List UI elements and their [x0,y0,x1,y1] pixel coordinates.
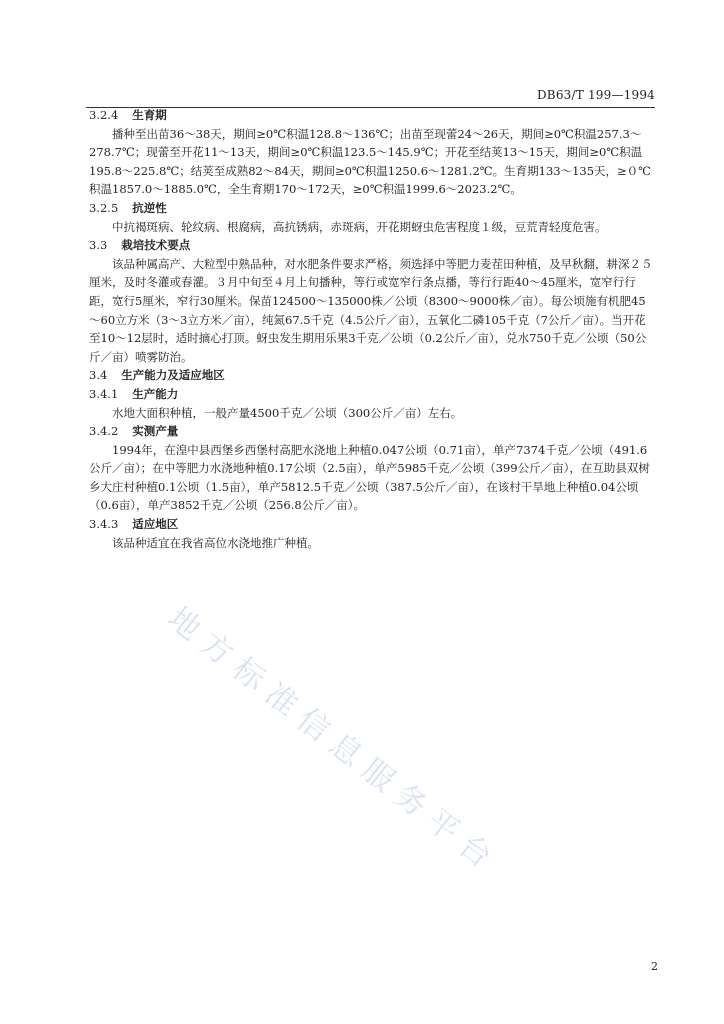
section-title: 生育期 [132,108,167,122]
section-number: 3.3 [89,238,108,253]
page-number: 2 [651,960,658,973]
section-number: 3.2.5 [89,200,119,215]
section-heading [89,106,657,125]
section-number: 3.4.1 [89,386,119,401]
section-number: 3.4.2 [89,424,119,439]
paragraph: 该品种适宜在我省高位水浇地推广种植。 [112,535,319,550]
document-code: DB63/T 199—1994 [536,88,655,102]
section-title: 抗逆性 [132,200,167,215]
section-number: 3.4 [89,368,108,383]
paragraph: 中抗褐斑病、轮纹病、根腐病，高抗锈病，赤斑病，开花期蚜虫危害程度１级，豆荒青轻度危害。 [112,219,607,234]
section-title: 实测产量 [132,424,179,439]
section-number: 3.2.4 [89,108,119,122]
section-heading [89,385,657,404]
section-heading [89,515,657,534]
paragraph: 水地大面积种植，一般产量4500千克／公顷（300公斤／亩）左右。 [112,405,463,420]
section-heading [89,199,657,218]
section-title: 适应地区 [132,517,179,532]
section-heading [89,422,657,441]
paragraph: 该品种属高产、大粒型中熟品种，对水肥条件要求严格，须选择中等肥力麦茬田种植，及早秋翻，耕深２５厘米，及时冬灌或春灌。３月中旬至４月上旬播种，等行或宽窄行条点播，等行行距40～45厘米，宽窄行行距，宽行5厘米，窄行30厘米。保苗124500～135000株／公顷（8300～9000株／亩）。每公顷施有机肥45～60立方米（3～3立方米／亩），纯氮67.5千克（4.5公斤／亩），五氧化二磷105千克（7公斤／亩）。当开花至10～12层时，适时摘心打顶。蚜虫发生期用乐果3千克／公顷（0.2公斤／亩），兑水750千克／公顷（50公斤／亩）喷雾防治。 [89,256,653,364]
section-heading [89,366,657,385]
paragraph: 播种至出苗36～38天，期间≥0℃积温128.8～136℃；出苗至现蕾24～26天，期间≥0℃积温257.3～278.7℃；现蕾至开花11～13天，期间≥0℃积温123.5～145.9℃；开花至结荚13～15天，期间≥0℃积温195.8～225.8℃；结荚至成熟82～84天，期间≥0℃积温1250.6～1281.2℃。生育期133～135天，≥０℃积温1857.0～1885.0℃，全生育期170～172天，≥0℃积温1999.6～2023.2℃。 [89,126,652,197]
document-body [89,106,657,552]
section-title: 生产能力及适应地区 [121,368,225,383]
section-title: 生产能力 [132,386,179,401]
section-number: 3.4.3 [89,517,119,532]
section-title: 栽培技术要点 [121,238,191,253]
watermark: 地方标准信息服务平台 [160,600,507,882]
section-heading [89,236,657,255]
paragraph: 1994年，在湟中县西堡乡西堡村高肥水浇地上种植0.047公顷（0.71亩），单产7374千克／公顷（491.6公斤／亩）；在中等肥力水浇地种植0.17公顷（2.5亩），单产5985千克／公顷（399公斤／亩），在互助县双树乡大庄村种植0.1公顷（1.5亩），单产5812.5千克／公顷（387.5公斤／亩），在该村干旱地上种植0.04公顷（0.6亩），单产3852千克／公顷（256.8公斤／亩）。 [89,442,650,513]
